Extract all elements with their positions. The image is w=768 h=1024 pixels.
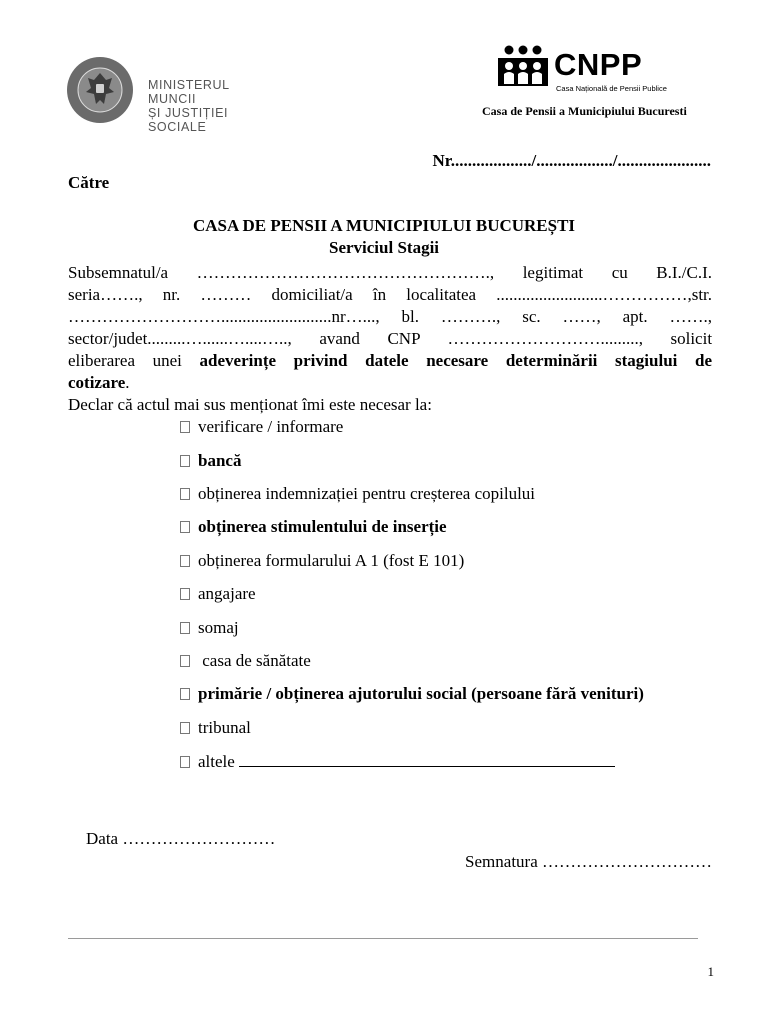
office-name: Casa de Pensii a Municipiului Bucuresti <box>482 104 687 118</box>
ministry-logo <box>66 56 274 134</box>
cnpp-people-icon <box>496 44 550 88</box>
cnpp-abbreviation: CNPP <box>554 47 643 82</box>
footer-divider <box>68 938 698 939</box>
checkbox[interactable] <box>180 688 190 700</box>
government-seal-icon <box>66 56 134 124</box>
other-purpose-field[interactable] <box>239 751 615 767</box>
paragraph-line: ………………………..........................nr…..., bl. ………., sc. ……, apt. ……., <box>68 307 713 326</box>
page-number: 1 <box>707 964 714 979</box>
paragraph-line: cotizare. <box>68 373 130 392</box>
paragraph-line: Subsemnatul/a ……………………………………………., legitimat cu B.I./C.I. <box>68 263 713 282</box>
checkbox[interactable] <box>180 555 190 567</box>
option-banca[interactable]: bancă <box>180 450 241 472</box>
department-title: Serviciul Stagii <box>328 238 440 257</box>
option-casa-sanatate[interactable]: casa de sănătate <box>180 650 311 672</box>
addressee-label: Către <box>68 173 110 192</box>
registration-number-line: Nr.................../................../...................... <box>432 151 711 170</box>
paragraph-line: eliberarea unei adeverințe privind datele necesare determinării stagiului de <box>68 351 713 370</box>
checkbox[interactable] <box>180 655 190 667</box>
option-formular-a1[interactable]: obținerea formularului A 1 (fost E 101) <box>180 550 464 572</box>
signature-line: Semnatura ………………………… <box>465 852 712 871</box>
request-paragraph <box>68 262 712 416</box>
date-line: Data ……………………… <box>86 829 276 848</box>
institution-title: CASA DE PENSII A MUNICIPIULUI BUCUREȘTI <box>192 216 576 235</box>
option-tribunal[interactable]: tribunal <box>180 717 251 739</box>
ministry-name: MINISTERUL MUNCII ȘI JUSTIȚIEI SOCIALE <box>148 78 230 134</box>
checkbox[interactable] <box>180 722 190 734</box>
checkbox[interactable] <box>180 488 190 500</box>
option-indemnizatie-crestere-copil[interactable]: obținerea indemnizației pentru creșterea copilului <box>180 483 535 505</box>
cnpp-full-name: Casa Națională de Pensii Publice <box>556 84 667 93</box>
option-verificare[interactable]: verificare / informare <box>180 416 343 438</box>
checkbox[interactable] <box>180 588 190 600</box>
option-altele[interactable]: altele <box>180 751 615 773</box>
paragraph-line: seria……., nr. ……… domiciliat/a în localitatea .........................……………,str. <box>68 285 713 304</box>
checkbox[interactable] <box>180 622 190 634</box>
checkbox[interactable] <box>180 421 190 433</box>
option-primarie-ajutor-social[interactable]: primărie / obținerea ajutorului social (persoane fără venituri) <box>180 683 644 705</box>
checkbox[interactable] <box>180 521 190 533</box>
cnpp-logo <box>496 44 696 94</box>
option-stimulent-insertie[interactable]: obținerea stimulentului de inserție <box>180 516 447 538</box>
checkbox[interactable] <box>180 756 190 768</box>
option-somaj[interactable]: somaj <box>180 617 239 639</box>
paragraph-line: sector/judet.........…......…....….., avand CNP ………………………........., solicit <box>68 329 713 348</box>
checkbox[interactable] <box>180 455 190 467</box>
document-type-emphasis: adeverințe privind datele necesare determinării stagiului de <box>199 351 713 370</box>
option-angajare[interactable]: angajare <box>180 583 256 605</box>
declaration-line: Declar că actul mai sus menționat îmi este necesar la: <box>68 395 432 414</box>
